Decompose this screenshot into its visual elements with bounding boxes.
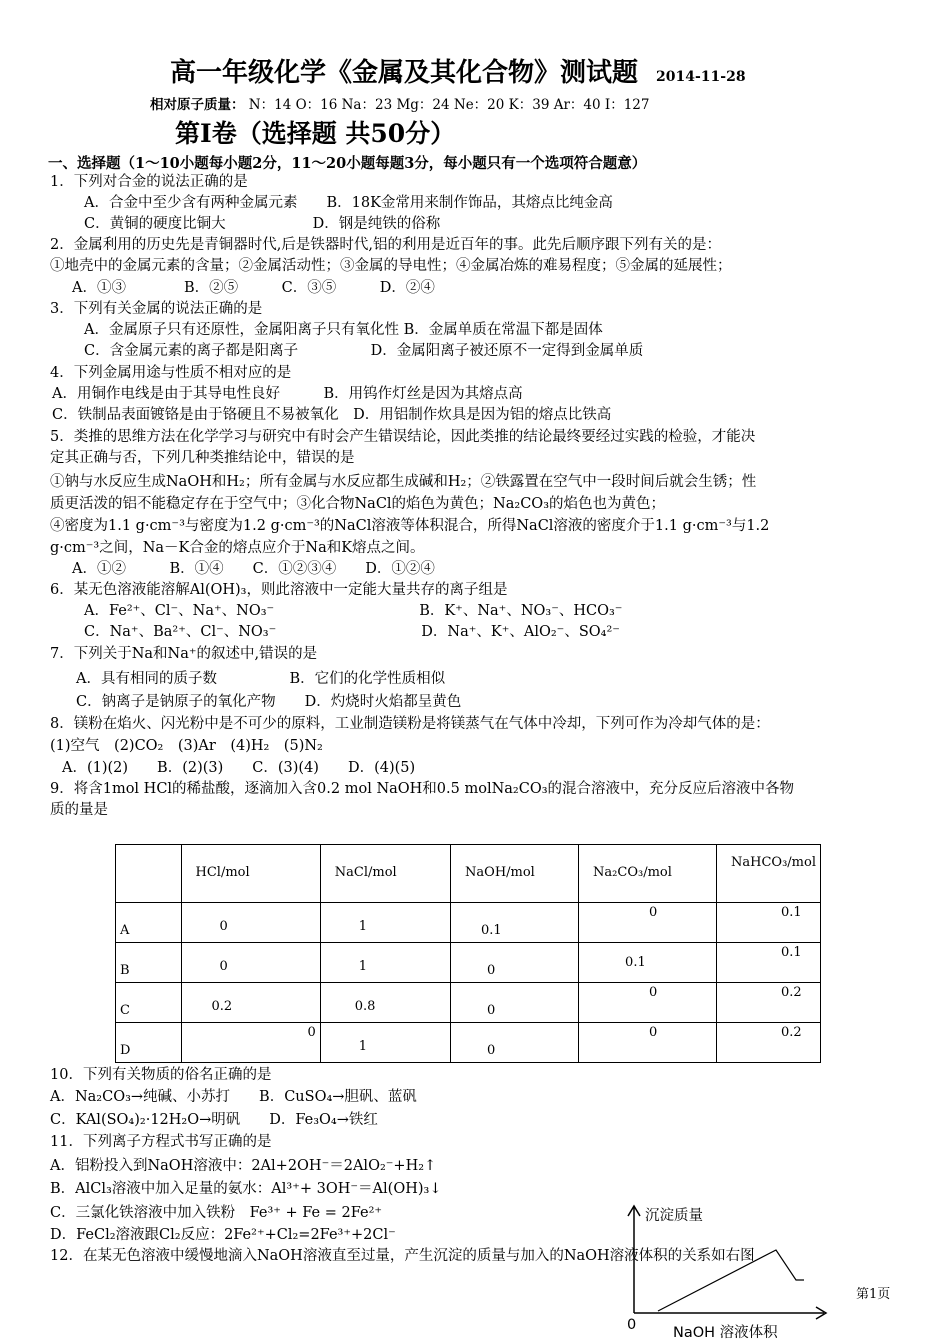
table-cell: C — [116, 983, 182, 1023]
table-cell: 0 — [181, 903, 320, 943]
table-header-cell: NaHCO₃/mol — [717, 845, 821, 903]
table-header-cell: HCl/mol — [181, 845, 320, 903]
q5-item-3: ④密度为1.1 g·cm⁻³与密度为1.2 g·cm⁻³的NaCl溶液等体积混合，所得NaCl溶液的密度介于1.1 g·cm⁻³与1.2 — [50, 518, 770, 534]
q5-item-2: 质更活泼的铝不能稳定存在于空气中；③化合物NaCl的焰色为黄色；Na₂CO₃的焰色也为黄色； — [50, 496, 666, 512]
q6-options-cd: C．Na⁺、Ba²⁺、Cl⁻、NO₃⁻ D．Na⁺、K⁺、AlO₂⁻、SO₄²⁻ — [84, 624, 620, 640]
q11-option-a: A．铝粉投入到NaOH溶液中：2Al+2OH⁻＝2AlO₂⁻+H₂↑ — [50, 1158, 437, 1174]
table-row — [116, 943, 821, 983]
q6-options-ab: A．Fe²⁺、Cl⁻、Na⁺、NO₃⁻ B．K⁺、Na⁺、NO₃⁻、HCO₃⁻ — [84, 603, 623, 619]
q3-stem: 3．下列有关金属的说法正确的是 — [50, 301, 263, 317]
table-header-cell: Na₂CO₃/mol — [579, 845, 717, 903]
table-cell: A — [116, 903, 182, 943]
q8-stem: 8．镁粉在焰火、闪光粉中是不可少的原料，工业制造镁粉是将镁蒸气在气体中冷却，下列可作为冷却气体的是： — [50, 716, 770, 732]
table-cell: 0 — [181, 943, 320, 983]
table-cell: 0.1 — [579, 943, 717, 983]
title-text: 高一年级化学《金属及其化合物》测试题 — [170, 58, 639, 88]
exam-date: 2014-11-28 — [656, 69, 746, 85]
section-heading: 一、选择题（1～10小题每小题2分，11～20小题每题3分，每小题只有一个选项符合题意） — [48, 155, 647, 172]
q5-stem-1: 5．类推的思维方法在化学学习与研究中有时会产生错误结论，因此类推的结论最终要经过实践的检验，才能决 — [50, 429, 756, 445]
q8-items: (1)空气 (2)CO₂ (3)Ar (4)H₂ (5)N₂ — [50, 738, 323, 754]
table-row — [116, 983, 821, 1023]
q10-options-ab: A．Na₂CO₃→纯碱、小苏打 B．CuSO₄→胆矾、蓝矾 — [50, 1089, 417, 1105]
table-cell: 0.1 — [717, 903, 821, 943]
atomic-label: 相对原子质量： — [150, 97, 245, 113]
table-cell: 0 — [181, 1023, 320, 1063]
table-cell: 0 — [579, 983, 717, 1023]
table-cell: 0.1 — [451, 903, 579, 943]
table-cell: 0.2 — [717, 983, 821, 1023]
q10-stem: 10．下列有关物质的俗名正确的是 — [50, 1067, 272, 1083]
q3-options-cd: C．含金属元素的离子都是阳离子 D．金属阳离子被还原不一定得到金属单质 — [84, 343, 644, 359]
table-cell: 0.2 — [717, 1023, 821, 1063]
table-cell: 0 — [579, 1023, 717, 1063]
q7-options-ab: A．具有相同的质子数 B．它们的化学性质相似 — [76, 671, 446, 687]
table-cell: B — [116, 943, 182, 983]
table-cell: 1 — [320, 943, 450, 983]
precipitate-curve — [658, 1250, 804, 1311]
q6-stem: 6．某无色溶液能溶解Al(OH)₃，则此溶液中一定能大量共存的离子组是 — [50, 582, 508, 598]
table-header-row — [116, 845, 821, 903]
q5-item-1: ①钠与水反应生成NaOH和H₂；所有金属与水反应都生成碱和H₂；②铁露置在空气中一段时间后就会生锈；性 — [50, 474, 757, 490]
atomic-masses — [150, 93, 649, 113]
q7-stem: 7．下列关于Na和Na⁺的叙述中,错误的是 — [50, 646, 318, 662]
q5-stem-2: 定其正确与否，下列几种类推结论中，错误的是 — [50, 450, 355, 466]
page-number: 第1页 — [856, 1287, 891, 1302]
table-cell: 0 — [451, 943, 579, 983]
table-cell: 0 — [579, 903, 717, 943]
q9-stem-2: 质的量是 — [50, 802, 108, 818]
q11-option-c: C．三氯化铁溶液中加入铁粉 Fe³⁺ + Fe = 2Fe²⁺ — [50, 1205, 383, 1221]
q10-options-cd: C．KAl(SO₄)₂·12H₂O→明矾 D．Fe₃O₄→铁红 — [50, 1112, 378, 1128]
q9-answer-table — [115, 844, 821, 1063]
table-cell: 1 — [320, 1023, 450, 1063]
graph-y-label: 沉淀质量 — [645, 1208, 703, 1224]
q2-stem: 2．金属利用的历史先是青铜器时代,后是铁器时代,铝的利用是近百年的事。此先后顺序跟下列有关的是： — [50, 237, 721, 253]
table-header-cell: NaOH/mol — [451, 845, 579, 903]
q8-options: A．(1)(2) B．(2)(3) C．(3)(4) D．(4)(5) — [62, 760, 416, 776]
q3-options-ab: A．金属原子只有还原性，金属阳离子只有氧化性 B．金属单质在常温下都是固体 — [84, 322, 603, 338]
table-row — [116, 903, 821, 943]
q5-options: A．①② B．①④ C．①②③④ D．①②④ — [72, 561, 435, 577]
q1-options-ab: A．合金中至少含有两种金属元素 B．18K金常用来制作饰品，其熔点比纯金高 — [84, 195, 613, 211]
volume-heading: 第Ⅰ卷（选择题 共50分） — [175, 119, 456, 148]
q4-stem: 4．下列金属用途与性质不相对应的是 — [50, 365, 292, 381]
q7-options-cd: C．钠离子是钠原子的氧化产物 D．灼烧时火焰都呈黄色 — [76, 694, 462, 710]
q2-items: ①地壳中的金属元素的含量；②金属活动性；③金属的导电性；④金属冶炼的难易程度；⑤金属的延展性； — [50, 258, 732, 274]
q5-item-4: g·cm⁻³之间，Na－K合金的熔点应介于Na和K熔点之间。 — [50, 540, 425, 556]
page-title — [170, 52, 746, 89]
q4-options-cd: C．铁制品表面镀铬是由于铬硬且不易被氧化 D．用铝制作炊具是因为铝的熔点比铁高 — [52, 407, 612, 423]
q12-stem: 12．在某无色溶液中缓慢地滴入NaOH溶液直至过量，产生沉淀的质量与加入的NaOH溶液体积的关系如右图 — [50, 1248, 755, 1264]
table-cell: D — [116, 1023, 182, 1063]
table-cell: 0.1 — [717, 943, 821, 983]
q11-option-d: D．FeCl₂溶液跟Cl₂反应：2Fe²⁺+Cl₂=2Fe³⁺+2Cl⁻ — [50, 1227, 396, 1243]
q9-stem-1: 9．将含1mol HCl的稀盐酸，逐滴加入含0.2 mol NaOH和0.5 molNa₂CO₃的混合溶液中，充分反应后溶液中各物 — [50, 781, 795, 797]
q11-option-b: B．AlCl₃溶液中加入足量的氨水：Al³⁺+ 3OH⁻＝Al(OH)₃↓ — [50, 1181, 442, 1197]
table-cell: 0 — [451, 983, 579, 1023]
table-cell: 0.8 — [320, 983, 450, 1023]
table-cell: 1 — [320, 903, 450, 943]
q4-options-ab: A．用铜作电线是由于其导电性良好 B．用钨作灯丝是因为其熔点高 — [52, 386, 523, 402]
q1-stem: 1．下列对合金的说法正确的是 — [50, 174, 248, 190]
q2-options: A．①③ B．②⑤ C．③⑤ D．②④ — [72, 280, 435, 296]
graph-x-label: NaOH 溶液体积 — [673, 1325, 778, 1341]
q1-options-cd: C．黄铜的硬度比铜大 D．钢是纯铁的俗称 — [84, 216, 441, 232]
table-header-cell — [116, 845, 182, 903]
q11-stem: 11．下列离子方程式书写正确的是 — [50, 1134, 272, 1150]
graph-origin-label: 0 — [627, 1317, 637, 1333]
table-cell: 0 — [451, 1023, 579, 1063]
atomic-values: N：14 O：16 Na：23 Mg：24 Ne：20 K：39 Ar：40 I：127 — [248, 97, 650, 113]
table-header-cell: NaCl/mol — [320, 845, 450, 903]
table-cell: 0.2 — [181, 983, 320, 1023]
table-row — [116, 1023, 821, 1063]
